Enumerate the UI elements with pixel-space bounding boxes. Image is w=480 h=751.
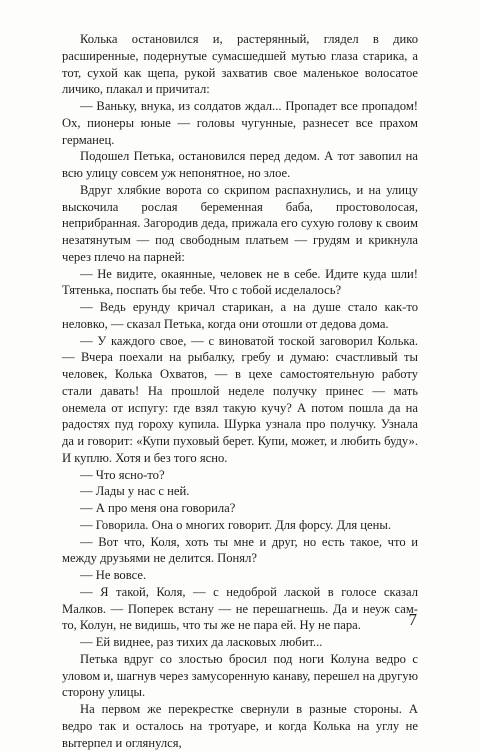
paragraph: — Ей виднее, раз тихих да ласковых любит... [80,635,323,649]
paragraph: — Ваньку, внука, из солдатов ждал... Пропадет все пропадом! Ох, пионеры юные — головы чугунные, разнесет все прахом германец. [62,99,418,147]
body-text [62,31,418,751]
paragraph: — Вот что, Коля, хоть ты мне и друг, но есть такое, что и между друзьями не делится. Понял? [62,534,418,566]
paragraph: — Я такой, Коля, — с недоброй лаской в голосе сказал Малков. — Поперек встану — не перешагнешь. Да и неуж сам-то, Колун, не видишь, что ты же не пара ей. Ну не пара. [62,584,418,633]
paragraph: — А про меня она говорила? [80,501,236,515]
paragraph: — Что ясно-то? [80,467,165,482]
paragraph: — Лады у нас с ней. [80,484,190,499]
paragraph: Колька остановился и, растерянный, глядел в дико расширенные, подернутые сумасшедшей мутью глаза старика, а тот, сухой как щепа, рукой захватив свое маленькое волосатое личико, плакал и причитал: [62,32,418,97]
paragraph: — Не вовсе. [80,568,147,582]
paragraph: Подошел Петька, остановился перед дедом. А тот завопил на всю улицу совсем уж непонятное, но злое. [62,149,418,180]
paragraph: — Говорила. Она о многих говорит. Для форсу. Для цены. [80,517,391,532]
paragraph: На первом же перекрестке свернули в разные стороны. А ведро так и осталось на тротуаре, и когда Колька на углу не вытерпел и оглянулся, [62,702,418,750]
page-number: 7 [408,610,417,629]
paragraph: — Не видите, окаянные, человек не в себе. Идите куда шли! Тятенька, поспать бы тебе. Что с тобой исделалось? [62,266,418,298]
paragraph: Петька вдруг со злостью бросил под ноги Колуна ведро с уловом и, шагнув через замусоренную канаву, перешел на другую сторону улицы. [62,651,418,700]
paragraph: — У каждого свое, — с виноватой тоской заговорил Колька. — Вчера поехали на рыбалку, гребу и думаю: счастливый ты человек, Колька Охватов, — в цехе самостоятельную работу стали давать! На прошлой неделе получку принес — мать онемела от испугу: где взял такую кучу? А потом пошла да на радостях пуд гороху купила. Шурка узнала про получку. Узнала да и говорит: «Купи пуховый берет. Купи, может, и любить буду». И куплю. Хотя и без того ясно. [62,333,418,465]
paragraph: — Ведь ерунду кричал старикан, а на душе стало как-то неловко, — сказал Петька, когда они отошли от дедова дома. [62,300,418,331]
paragraph: Вдруг хлябкие ворота со скрипом распахнулись, и на улицу выскочила рослая беременная баба, простоволосая, неприбранная. Загородив деда, прижала его сухую голову к своим незатянутым — под свободным платьем — грудям и крикнула через плечо на парней: [62,182,418,264]
